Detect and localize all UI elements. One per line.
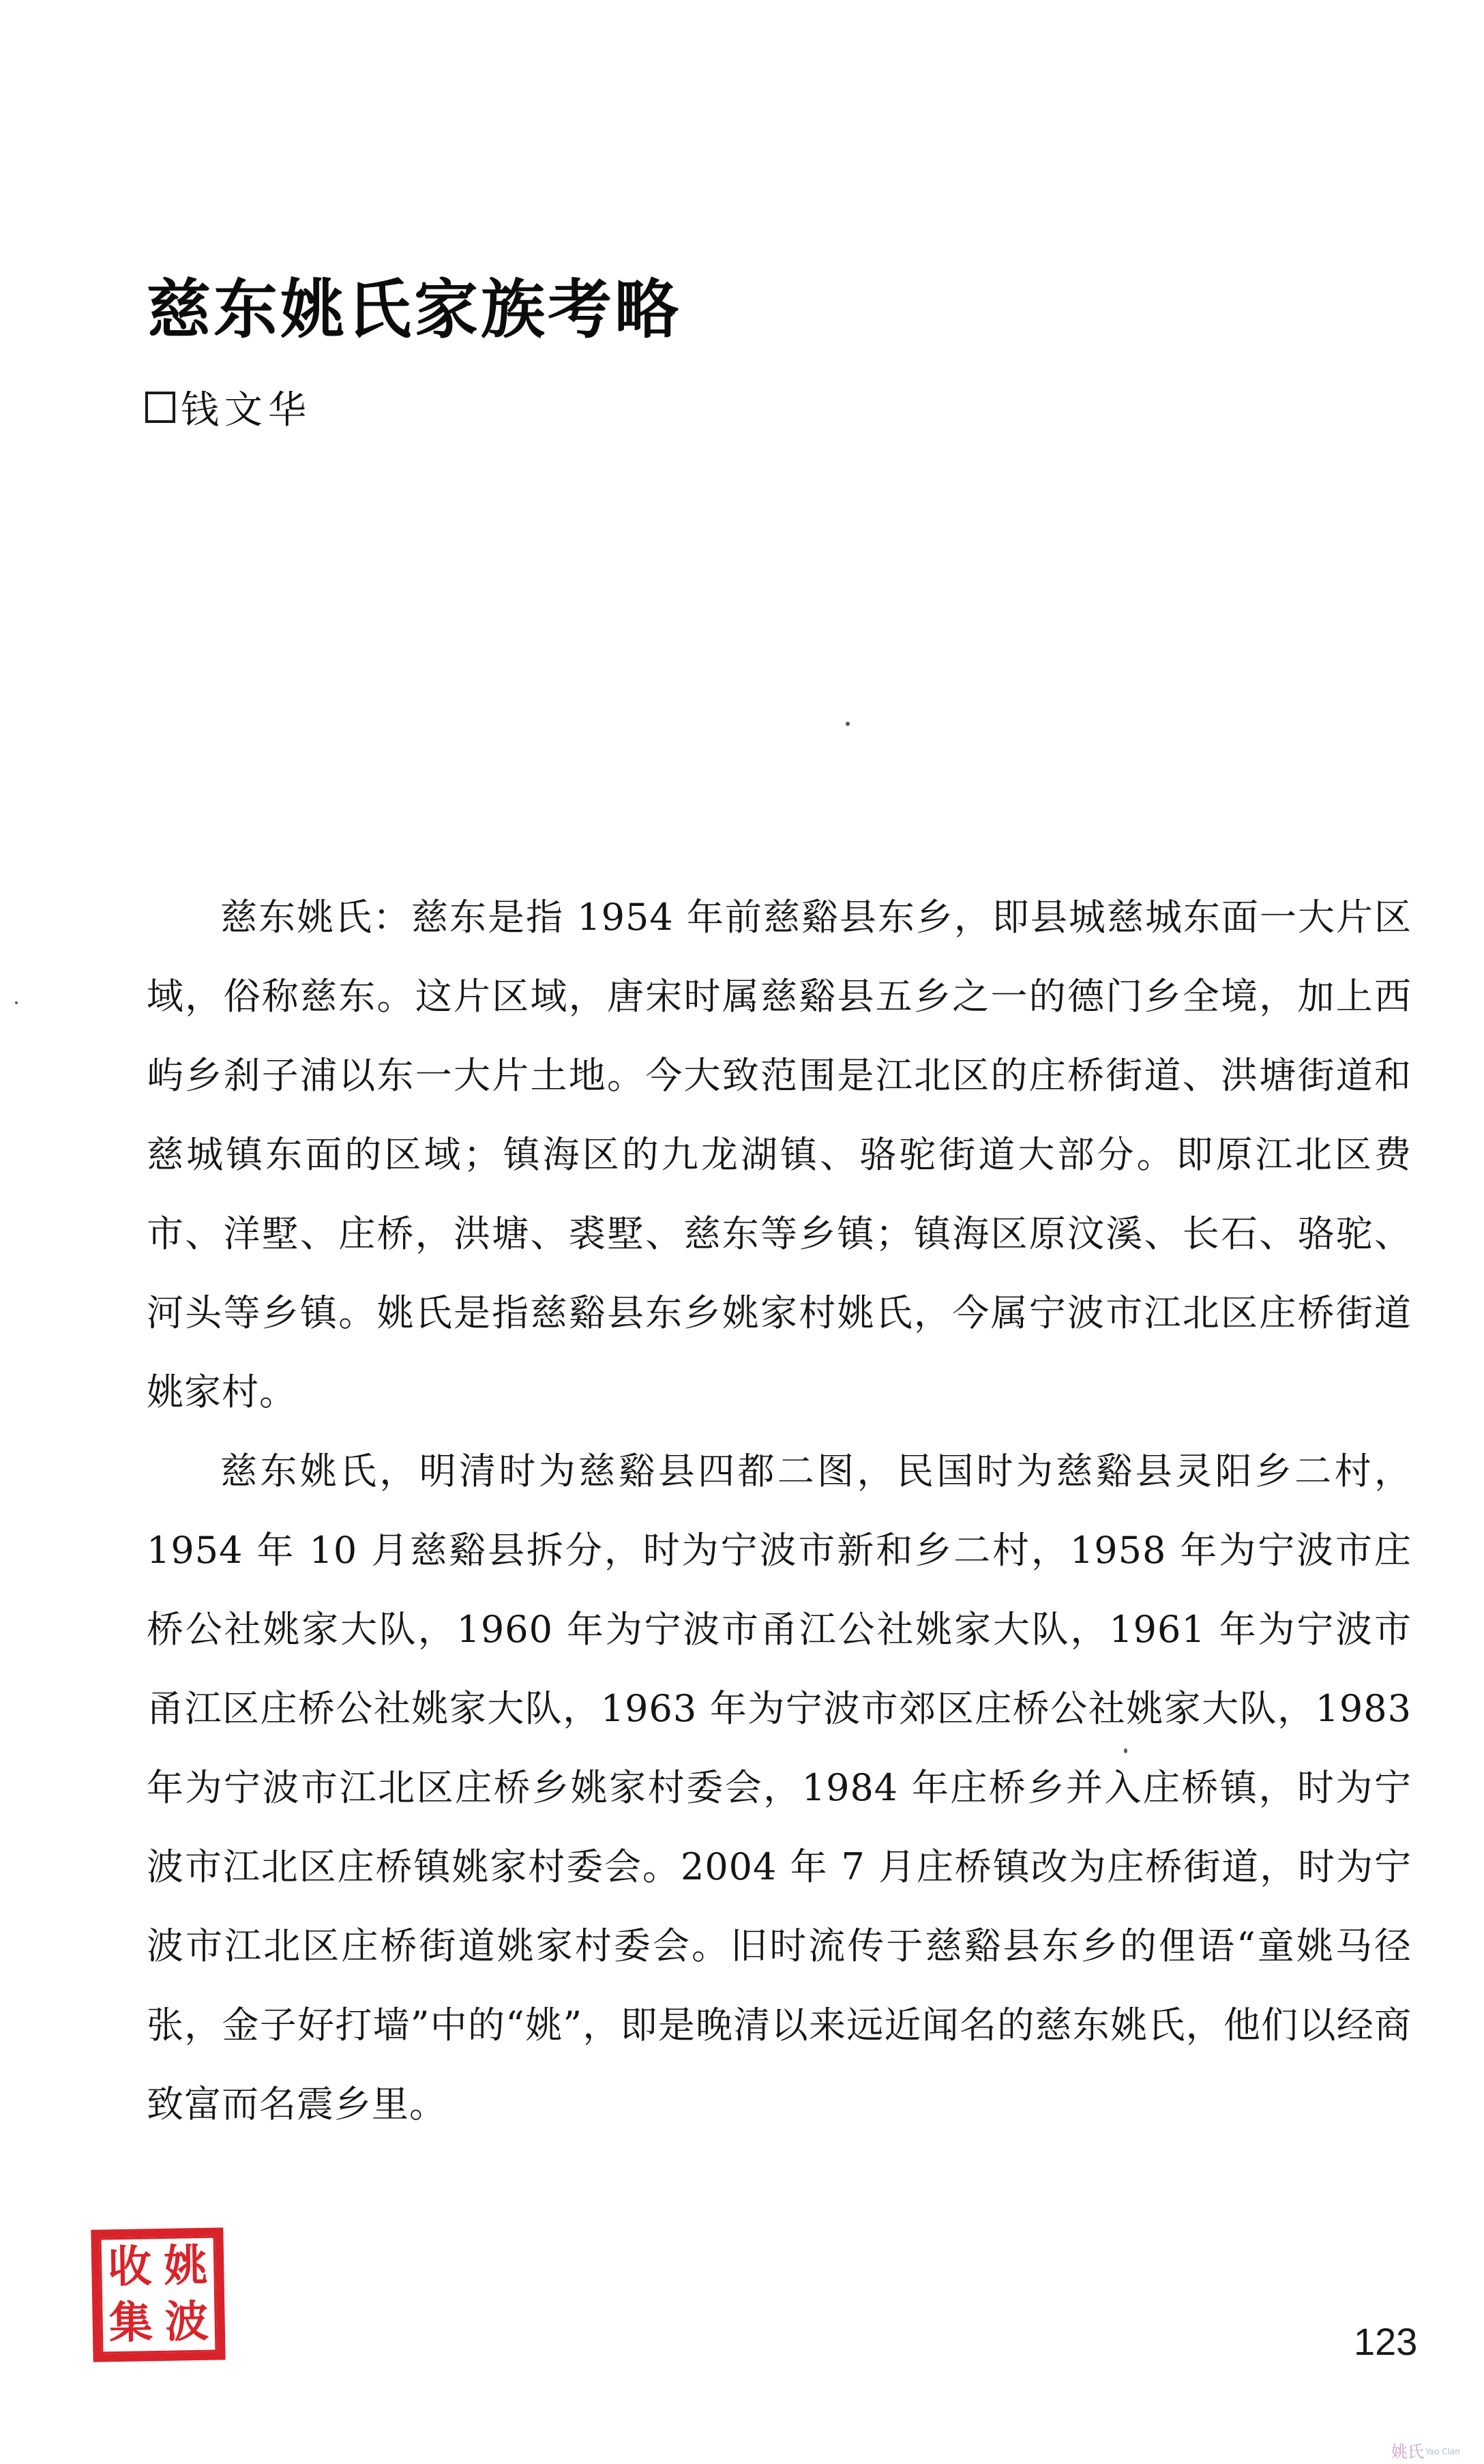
seal-char: 收 <box>107 2241 152 2293</box>
paragraph-2: 慈东姚氏，明清时为慈谿县四都二图，民国时为慈谿县灵阳乡二村，1954 年 10 月慈谿县拆分，时为宁波市新和乡二村，1958 年为宁波市庄桥公社姚家大队，1960 年为宁波市甬江公社姚家大队，1961 年为宁波市甬江区庄桥公社姚家大队，1963 年为宁波市郊区庄桥公社姚家大队，1983 年为宁波市江北区庄桥乡姚家村委会，1984 年庄桥乡并入庄桥镇，时为宁波市江北区庄桥镇姚家村委会。2004 年 7 月庄桥镇改为庄桥街道，时为宁波市江北区庄桥街道姚家村委会。旧时流传于慈谿县东乡的俚语“童姚马径张，金子好打墙”中的“姚”，即是晚清以来远近闻名的慈东姚氏，他们以经商致富而名震乡里。 <box>147 1450 1412 2126</box>
author-name: 钱文华 <box>181 388 312 432</box>
scan-speck <box>846 722 850 726</box>
author-box-icon <box>145 392 175 423</box>
seal-char: 波 <box>164 2296 209 2348</box>
watermark-sub: Yao Clan <box>1425 2447 1460 2456</box>
seal-characters <box>100 2236 218 2354</box>
author-line <box>145 380 312 435</box>
watermark-mark: 姚氏 <box>1391 2442 1424 2461</box>
seal-char: 集 <box>108 2297 153 2349</box>
scan-speck <box>15 1001 18 1004</box>
collector-seal <box>91 2227 225 2362</box>
seal-char: 姚 <box>163 2240 208 2292</box>
paragraph-1: 慈东姚氏：慈东是指 1954 年前慈谿县东乡，即县城慈城东面一大片区域，俗称慈东。这片区域，唐宋时属慈谿县五乡之一的德门乡全境，加上西屿乡刹子浦以东一大片土地。今大致范围是江北区的庄桥街道、洪塘街道和慈城镇东面的区域；镇海区的九龙湖镇、骆驼街道大部分。即原江北区费市、洋墅、庄桥，洪塘、裘墅、慈东等乡镇；镇海区原汶溪、长石、骆驼、河头等乡镇。姚氏是指慈谿县东乡姚家村姚氏，今属宁波市江北区庄桥街道姚家村。 <box>147 896 1412 1413</box>
scan-speck <box>1124 1748 1127 1753</box>
watermark <box>1391 2442 1480 2461</box>
page-number: 123 <box>1354 2320 1418 2363</box>
article-title: 慈东姚氏家族考略 <box>147 273 682 347</box>
article-body <box>147 878 1412 2144</box>
